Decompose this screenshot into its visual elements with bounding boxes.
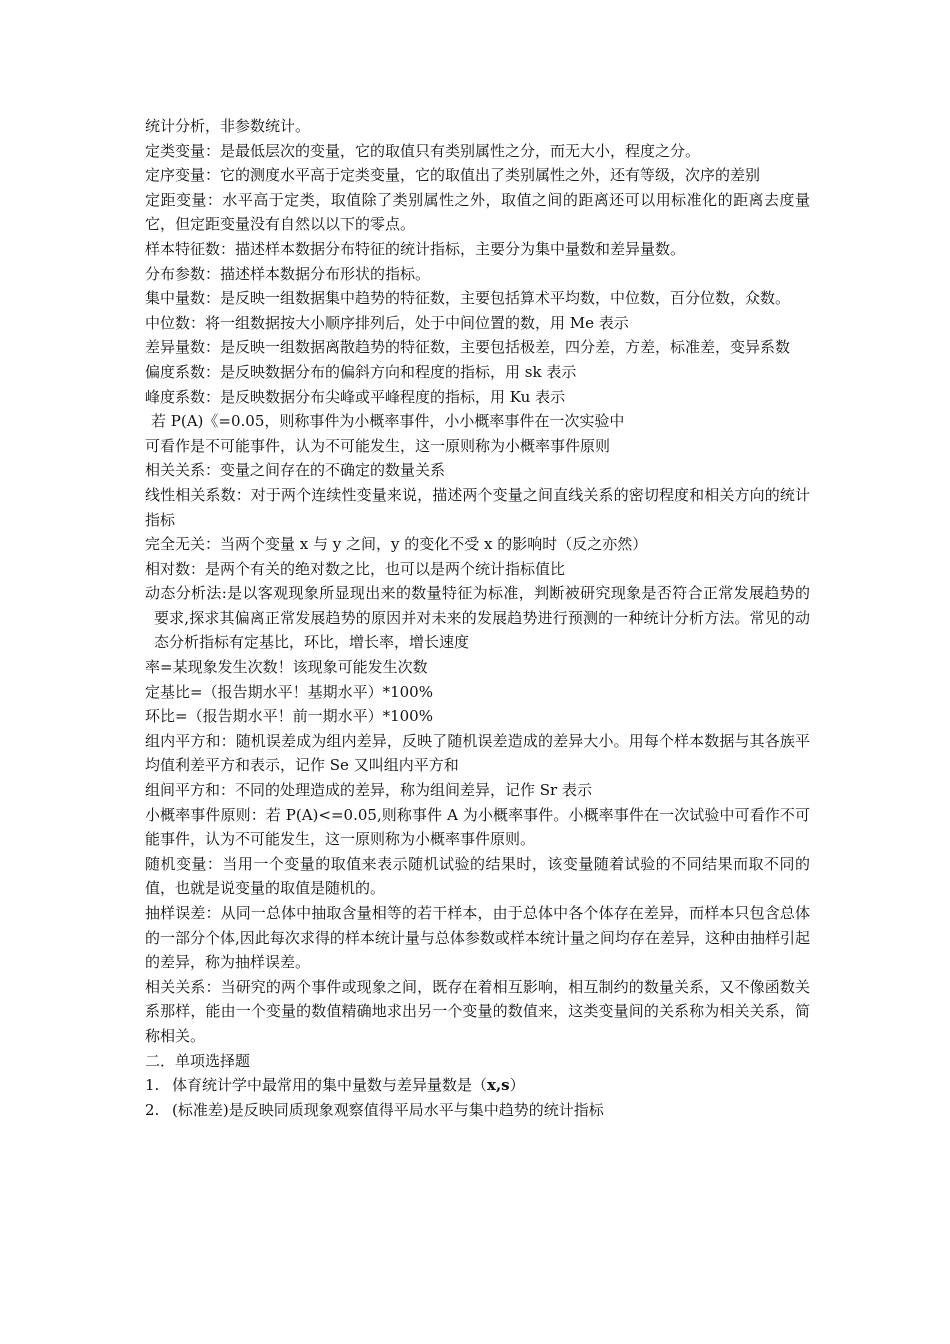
paragraph-small-probability: 若 P(A)《=0.05，则称事件为小概率事件，小小概率事件在一次实验中: [151, 412, 625, 431]
definition-nominal-variable: 定类变量：是最低层次的变量，它的取值只有类别属性之分，而无大小，程度之分。: [145, 141, 701, 160]
definition-skewness: 偏度系数：是反映数据分布的偏斜方向和程度的指标，用 sk 表示: [145, 362, 577, 381]
question-text: 体育统计学中最常用的集中量数与差异量数是（: [172, 1076, 488, 1095]
question-number: 1.: [145, 1076, 160, 1095]
definition-ordinal-variable: 定序变量：它的测度水平高于定类变量，它的取值出了类别属性之外，还有等级，次序的差别: [145, 166, 761, 185]
definition-sample-statistic: 样本特征数：描述样本数据分布特征的统计指标，主要分为集中量数和差异量数。: [145, 239, 686, 258]
definition-distribution-parameter: 分布参数：描述样本数据分布形状的指标。: [145, 264, 431, 283]
definition-within-group-ss: 组内平方和：随机误差成为组内差异，反映了随机误差造成的差异大小。用每个样本数据与其各族平均值利差平方和表示，记作 Se 又叫组内平方和: [145, 731, 810, 775]
definition-linear-correlation: 线性相关系数：对于两个连续性变量来说，描述两个变量之间直线关系的密切程度和相关方向的统计指标: [145, 485, 810, 529]
question-close: ）: [509, 1076, 525, 1095]
document-body: [145, 114, 810, 1122]
definition-kurtosis: 峰度系数：是反映数据分布尖峰或平峰程度的指标，用 Ku 表示: [145, 387, 566, 406]
definition-correlation-relationship: 相关关系：当研究的两个事件或现象之间，既存在着相互影响，相互制约的数量关系，又不像函数关系那样，能由一个变量的数值精确地求出另一个变量的数值来，这类变量间的关系称为相关关系，简称相关。: [145, 977, 810, 1045]
question-answer: x,s: [487, 1076, 510, 1095]
formula-chain-ratio: 环比=（报告期水平！前一期水平）*100%: [145, 707, 433, 726]
paragraph: 统计分析，非参数统计。: [145, 117, 311, 135]
question-item: [145, 1073, 810, 1098]
definition-random-variable: 随机变量：当用一个变量的取值来表示随机试验的结果时，该变量随着试验的不同结果而取不同的值，也就是说变量的取值是随机的。: [145, 854, 810, 898]
definition-central-tendency: 集中量数：是反映一组数据集中趋势的特征数，主要包括算术平均数，中位数，百分位数，众数。: [145, 289, 791, 308]
formula-rate: 率=某现象发生次数！该现象可能发生次数: [145, 658, 428, 677]
definition-relative-number: 相对数：是两个有关的绝对数之比，也可以是两个统计指标值比: [145, 559, 566, 578]
definition-small-probability-principle: 小概率事件原则：若 P(A)<=0.05,则称事件 A 为小概率事件。小概率事件在一次试验中可看作不可能事件，认为不可能发生，这一原则称为小概率事件原则。: [145, 805, 810, 849]
question-item: [145, 1098, 810, 1123]
definition-interval-variable: 定距变量：水平高于定类，取值除了类别属性之外，取值之间的距离还可以用标准化的距离去度量它，但定距变量没有自然以以下的零点。: [145, 190, 810, 234]
section-heading: 二．单项选择题: [145, 1051, 251, 1070]
question-text: (标准差)是反映同质现象观察值得平局水平与集中趋势的统计指标: [172, 1100, 604, 1119]
question-number: 2.: [145, 1100, 160, 1119]
definition-dispersion: 差异量数：是反映一组数据离散趋势的特征数，主要包括极差，四分差，方差，标准差，变异系数: [145, 338, 791, 357]
formula-fixed-base-ratio: 定基比=（报告期水平！基期水平）*100%: [145, 682, 433, 701]
definition-between-group-ss: 组间平方和：不同的处理造成的差异，称为组间差异，记作 Sr 表示: [145, 781, 592, 800]
definition-median: 中位数：将一组数据按大小顺序排列后，处于中间位置的数，用 Me 表示: [145, 313, 629, 332]
definition-independence: 完全无关：当两个变量 x 与 y 之间，y 的变化不受 x 的影响时（反之亦然）: [145, 535, 648, 554]
definition-dynamic-analysis: 动态分析法:是以客观现象所显现出来的数量特征为标准，判断被研究现象是否符合正常发展趋势的要求,探求其偏离正常发展趋势的原因并对未来的发展趋势进行预测的一种统计分析方法。常见的动态分析指标有定基比，环比，增长率，增长速度: [145, 584, 810, 652]
definition-correlation: 相关关系：变量之间存在的不确定的数量关系: [145, 461, 446, 480]
definition-sampling-error: 抽样误差：从同一总体中抽取含量相等的若干样本，由于总体中各个体存在差异，而样本只包含总体的一部分个体,因此每次求得的样本统计量与总体参数或样本统计量之间均存在差异，这种由抽样引起的差异，称为抽样误差。: [145, 904, 810, 972]
paragraph-small-probability-cont: 可看作是不可能事件，认为不可能发生，这一原则称为小概率事件原则: [145, 436, 611, 455]
